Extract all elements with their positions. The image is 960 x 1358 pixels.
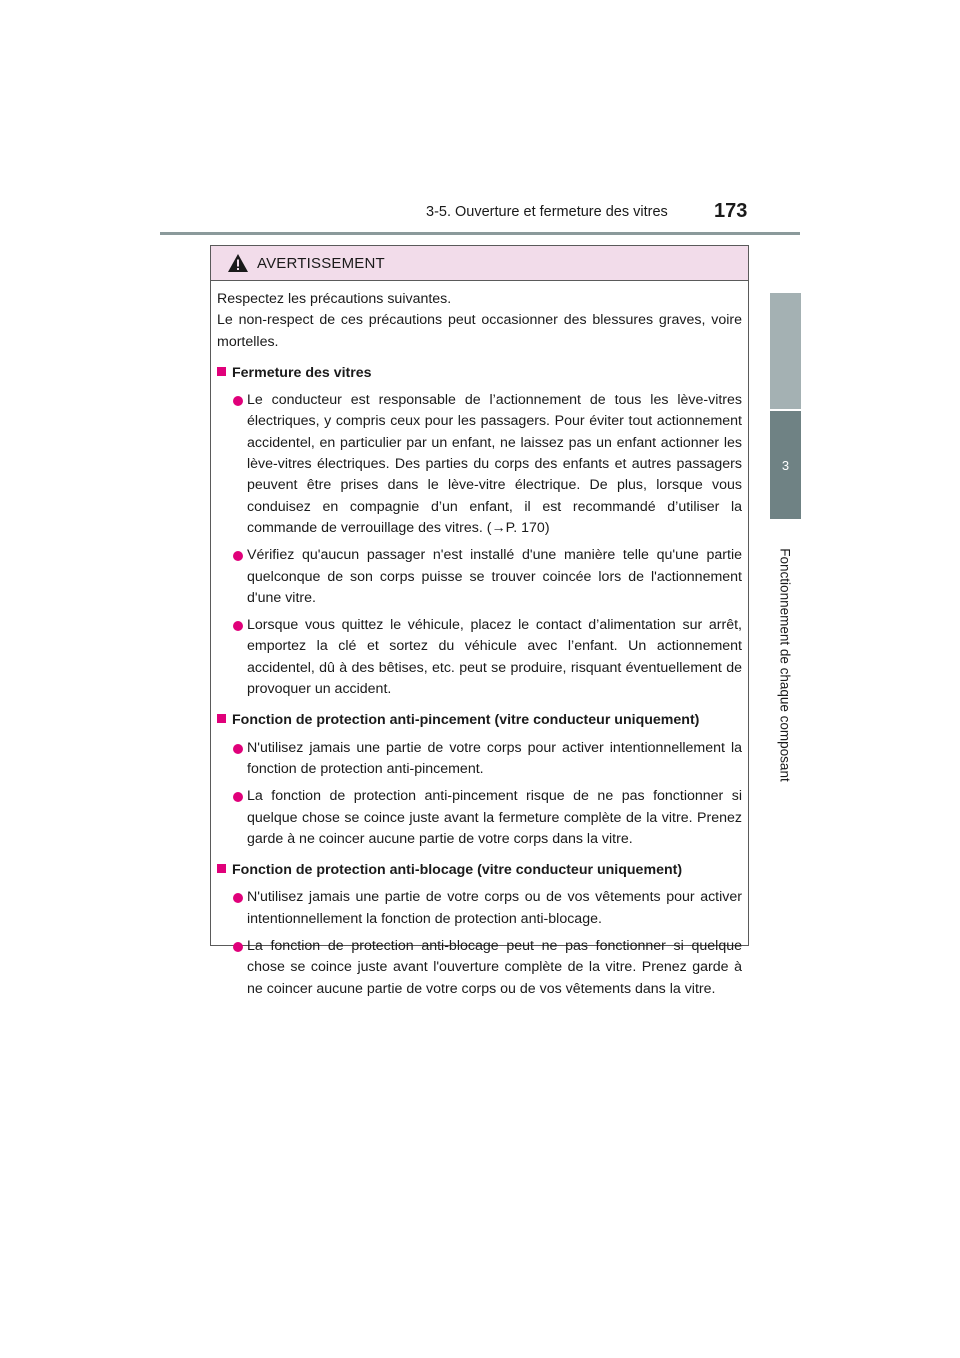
bullet-item: Le conducteur est responsable de l’actionnement de tous les lève-vitres électriques, y compris ceux pour les passagers. Pour éviter tout actionnement accidentel, en particulier par un enfant, ne laissez pas un enfant actionner les lève-vitres électriques. Des parties du corps des enfants et autres passagers peuvent être prises dans le lève-vitre électrique. De plus, lorsque vous conduisez en compagnie d’un enfant, il est recommandé d’utiliser la commande de verrouillage des vitres. (→P. 170) xyxy=(217,390,742,539)
chapter-title: Fonctionnement de chaque composant xyxy=(777,548,793,782)
bullet-dot-icon xyxy=(233,893,243,903)
intro-line: Respectez les précautions suivantes. xyxy=(217,291,452,307)
bullet-dot-icon xyxy=(233,396,243,406)
section-title: 3-5. Ouverture et fermeture des vitres xyxy=(426,204,668,220)
bullet-dot-icon xyxy=(233,792,243,802)
bullet-dot-icon xyxy=(233,942,243,952)
section-heading: Fonction de protection anti-blocage (vitre conducteur uniquement) xyxy=(217,860,742,881)
warning-intro xyxy=(217,289,742,353)
bullet-dot-icon xyxy=(233,744,243,754)
bullet-item: Vérifiez qu'aucun passager n'est installé d'une manière telle qu'une partie quelconque de son corps puisse se trouver coincée lors de l'actionnement d'une vitre. xyxy=(217,545,742,609)
header-rule xyxy=(160,232,800,235)
section-heading: Fonction de protection anti-pincement (vitre conducteur uniquement) xyxy=(217,710,742,731)
square-bullet-icon xyxy=(217,367,226,376)
bullet-item: La fonction de protection anti-pincement risque de ne pas fonctionner si quelque chose se coince juste avant la fermeture complète de la vitre. Prenez garde à ne coincer aucune partie de votre corps dans la vitre. xyxy=(217,786,742,850)
bullet-item: N'utilisez jamais une partie de votre corps ou de vos vêtements pour activer intentionnellement la fonction de protection anti-blocage. xyxy=(217,887,742,930)
warning-body xyxy=(211,281,748,1000)
side-tab-chapter[interactable] xyxy=(770,411,801,519)
square-bullet-icon xyxy=(217,714,226,723)
chapter-number: 3 xyxy=(781,457,790,473)
section-heading: Fermeture des vitres xyxy=(217,363,742,384)
bullet-item: Lorsque vous quittez le véhicule, placez le contact d’alimentation sur arrêt, emportez la clé et sortez du véhicule avec l’enfant. Un actionnement accidentel, dû à des bêtises, etc. peut se produire, risquant éventuellement de provoquer un accident. xyxy=(217,615,742,700)
warning-header xyxy=(211,246,748,281)
side-tab-inactive xyxy=(770,293,801,409)
warning-box xyxy=(210,245,749,997)
bullet-dot-icon xyxy=(233,551,243,561)
page-number: 173 xyxy=(714,200,748,222)
warning-triangle-icon xyxy=(227,253,249,273)
bullet-item: N'utilisez jamais une partie de votre corps pour activer intentionnellement la fonction de protection anti-pincement. xyxy=(217,738,742,781)
square-bullet-icon xyxy=(217,864,226,873)
warning-title: AVERTISSEMENT xyxy=(257,254,385,272)
bullet-item: La fonction de protection anti-blocage peut ne pas fonctionner si quelque chose se coince juste avant l'ouverture complète de la vitre. Prenez garde à ne coincer aucune partie de votre corps ou de vos vêtements dans la vitre. xyxy=(217,936,742,1000)
intro-line: Le non-respect de ces précautions peut occasionner des blessures graves, voire mortelles. xyxy=(217,312,742,350)
bullet-dot-icon xyxy=(233,621,243,631)
